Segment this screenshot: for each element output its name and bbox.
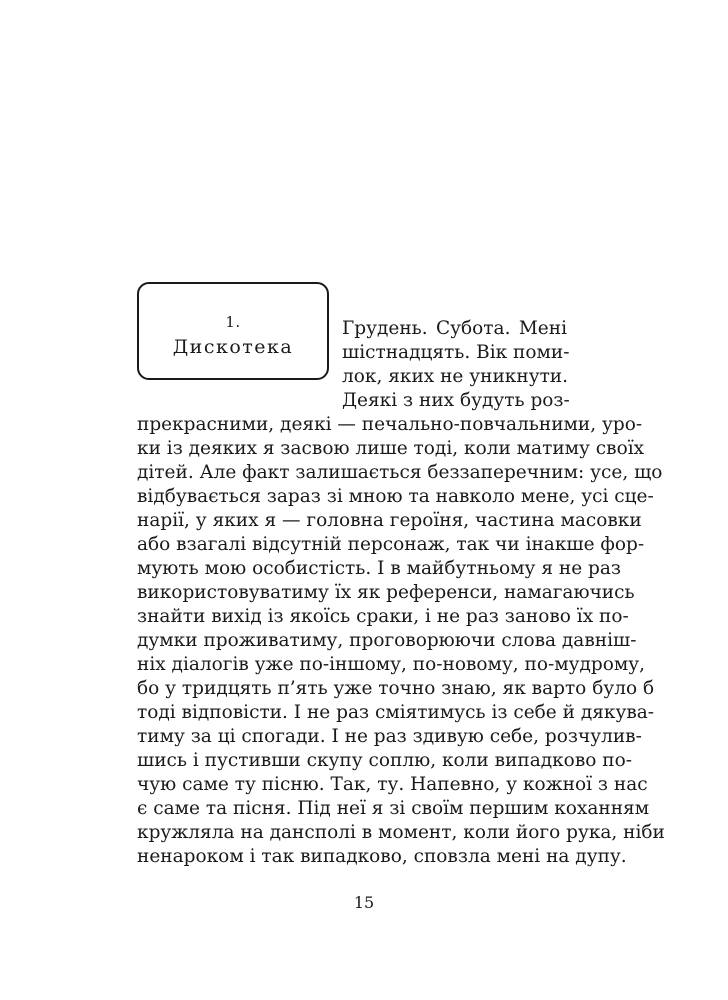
body-text-line: мують мою особистість. І в майбутньому я не раз (137, 558, 621, 579)
body-text-line: знайти вихід із якоїсь сраки, і не раз заново їх по- (137, 606, 629, 627)
body-text-line: дітей. Але факт залишається беззаперечним: усе, що (137, 462, 663, 483)
body-text-line: лок, яких не уникнути. (342, 366, 569, 387)
body-text-line: або взагалі відсутній персонаж, так чи інакше фор- (137, 534, 645, 555)
chapter-heading-box (137, 282, 329, 380)
body-text-line: є саме та пісня. Під неї я зі своїм першим коханням (137, 798, 650, 819)
body-text-line: бо у тридцять п’ять уже точно знаю, як варто було б (137, 678, 655, 699)
body-text-line: нарії, у яких я — головна героїня, частина масовки (137, 510, 642, 531)
body-text-line: шістнадцять. Вік поми- (342, 342, 570, 363)
body-text-line: Деякі з них будуть роз- (342, 390, 570, 411)
body-text-line: ки із деяких я засвою лише тоді, коли матиму своїх (137, 438, 645, 459)
body-text-line: кружляла на дансполі в момент, коли його рука, ніби (137, 822, 665, 843)
body-text-line: чую саме ту пісню. Так, ту. Напевно, у кожної з нас (137, 774, 648, 795)
body-text-line: шись і пустивши скупу соплю, коли випадково по- (137, 750, 632, 771)
body-text-line: прекрасними, деякі — печально-повчальними, уро- (137, 414, 643, 435)
page-number: 15 (353, 893, 375, 912)
body-text-line: Грудень. Субота. Мені (342, 318, 567, 339)
body-text-line: ніх діалогів уже по-іншому, по-новому, по-мудрому, (137, 654, 646, 675)
chapter-title: Дискотека (172, 336, 294, 358)
body-text-line: ненароком і так випадково, сповзла мені на дупу. (137, 846, 627, 867)
body-text-line: тиму за ці спогади. І не раз здивую себе, розчулив- (137, 726, 642, 747)
body-text-line: відбувається зараз зі мною та навколо мене, усі сце- (137, 486, 654, 507)
body-text-line: тоді відповісти. І не раз сміятимусь із себе й дякува- (137, 702, 655, 723)
body-text-line: думки проживатиму, проговорюючи слова давніш- (137, 630, 637, 651)
body-text-line: використовуватиму їх як референси, намагаючись (137, 582, 635, 603)
chapter-number: 1. (225, 313, 241, 331)
